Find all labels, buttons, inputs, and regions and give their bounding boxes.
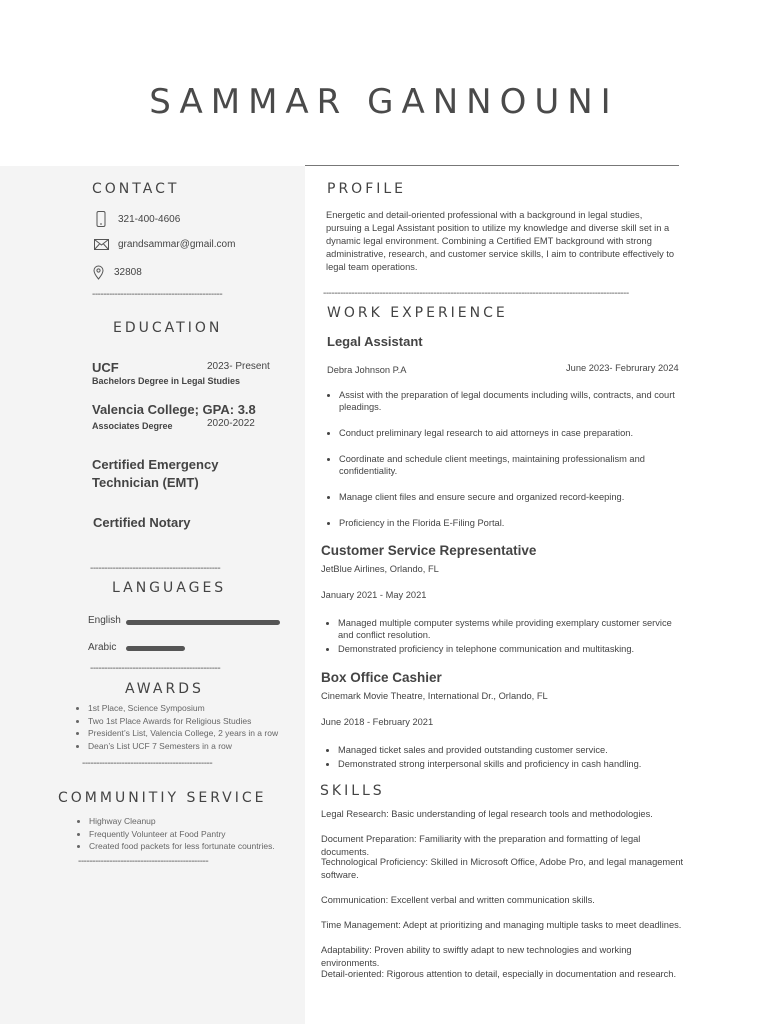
awards-heading: AWARDS — [125, 681, 204, 697]
list-item: • Managed ticket sales and provided outstanding customer service. — [338, 744, 676, 756]
job-title: Customer Service Representative — [321, 543, 537, 558]
profile-heading: PROFILE — [327, 181, 407, 197]
certification-notary: Certified Notary — [93, 515, 191, 530]
education-school: UCF — [92, 360, 119, 375]
community-service-list — [77, 815, 297, 853]
list-item: • Dean’s List UCF 7 Semesters in a row — [88, 740, 296, 753]
list-item: • Managed multiple computer systems while providing exemplary customer service and conflict resolution. — [338, 617, 676, 641]
skills-heading: SKILLS — [320, 783, 385, 799]
location-pin-icon — [92, 265, 104, 280]
list-item: • Demonstrated strong interpersonal skills and proficiency in cash handling. — [338, 758, 676, 770]
profile-text: Energetic and detail-oriented professional with a background in legal studies, pursuing a Legal Assistant position to utilize my knowledge and diverse skill set in a dynamic legal environment. Combining a Certified EMT background with strong administrative, research, and customer service skills, I aim to contribute effectively to legal team operations. — [326, 210, 675, 272]
job-title: Box Office Cashier — [321, 670, 442, 685]
list-item: • President’s List, Valencia College, 2 years in a row — [88, 727, 296, 740]
job-bullets — [326, 617, 676, 657]
language-level-bar — [126, 646, 185, 651]
job-bullets — [326, 744, 676, 772]
header-divider — [305, 165, 679, 166]
skill-item: Communication: Excellent verbal and written communication skills. — [321, 895, 595, 905]
language-level-bar — [126, 620, 280, 625]
job-company: Debra Johnson P.A — [327, 365, 407, 375]
list-item: • Assist with the preparation of legal documents including wills, contracts, and court pleadings. — [339, 389, 677, 413]
job-company: Cinemark Movie Theatre, International Dr., Orlando, FL — [321, 691, 548, 701]
list-item: • Coordinate and schedule client meetings, maintaining professionalism and confidentiality. — [339, 453, 677, 477]
education-heading: EDUCATION — [113, 320, 223, 336]
list-item: • Demonstrated proficiency in telephone communication and multitasking. — [338, 643, 676, 655]
contact-heading: CONTACT — [92, 181, 180, 197]
job-dates: June 2018 - February 2021 — [321, 717, 434, 727]
contact-zip: 32808 — [114, 267, 142, 278]
education-degree: Bachelors Degree in Legal Studies — [92, 376, 241, 386]
list-item: • Two 1st Place Awards for Religious Studies — [88, 715, 296, 728]
divider: ---------------------------------------------- — [90, 563, 221, 574]
divider: ---------------------------------------------- — [82, 758, 213, 769]
list-item: • Created food packets for less fortunate countries. — [89, 840, 297, 853]
contact-phone: 321-400-4606 — [118, 213, 181, 225]
certification-emt-line2: Technician (EMT) — [92, 475, 199, 490]
skill-item: Adaptability: Proven ability to swiftly adapt to new technologies and working environments. — [321, 945, 632, 968]
list-item: • Manage client files and ensure secure and organized record-keeping. — [339, 491, 677, 503]
education-date: 2020-2022 — [207, 418, 255, 429]
language-name: English — [88, 615, 121, 626]
certification-emt-line1: Certified Emergency — [92, 457, 219, 472]
contact-email-row — [92, 239, 235, 250]
languages-heading: LANGUAGES — [112, 580, 227, 596]
work-experience-heading: WORK EXPERIENCE — [327, 305, 508, 321]
list-item: • Frequently Volunteer at Food Pantry — [89, 828, 297, 841]
list-item: • 1st Place, Science Symposium — [88, 702, 296, 715]
job-dates: January 2021 - May 2021 — [321, 590, 427, 600]
skill-item: Legal Research: Basic understanding of legal research tools and methodologies. — [321, 809, 653, 819]
skill-item: Document Preparation: Familiarity with the preparation and formatting of legal documents. — [321, 834, 641, 857]
contact-email: grandsammar@gmail.com — [118, 239, 236, 250]
job-company: JetBlue Airlines, Orlando, FL — [321, 564, 439, 574]
resume-name: SAMMAR GANNOUNI — [149, 82, 619, 122]
skill-item: Detail-oriented: Rigorous attention to detail, especially in documentation and research. — [321, 969, 677, 979]
divider: ---------------------------------------------- — [78, 856, 209, 867]
education-school: Valencia College; GPA: 3.8 — [92, 402, 256, 417]
skill-item: Time Management: Adept at prioritizing and managing multiple tasks to meet deadlines. — [321, 920, 682, 930]
mail-icon — [92, 239, 110, 250]
community-service-heading: COMMUNITIY SERVICE — [58, 790, 267, 806]
language-name: Arabic — [88, 642, 117, 653]
list-item: • Conduct preliminary legal research to aid attorneys in case preparation. — [339, 427, 677, 439]
contact-zip-row — [92, 265, 142, 280]
list-item: • Proficiency in the Florida E-Filing Portal. — [339, 517, 677, 529]
education-date: 2023- Present — [207, 361, 270, 372]
divider: ---------------------------------------------- — [92, 289, 223, 300]
job-dates: June 2023- Februrary 2024 — [566, 363, 679, 373]
divider: ------------------------------------------------------------------------------------------------------------ — [323, 288, 629, 299]
job-title: Legal Assistant — [327, 334, 423, 349]
phone-icon — [92, 211, 110, 227]
contact-phone-row — [92, 211, 180, 227]
list-item: • Highway Cleanup — [89, 815, 297, 828]
job-bullets — [327, 389, 677, 543]
divider: ---------------------------------------------- — [90, 663, 221, 674]
education-degree: Associates Degree — [92, 421, 173, 431]
awards-list — [76, 702, 296, 752]
skill-item: Technological Proficiency: Skilled in Microsoft Office, Adobe Pro, and legal management software. — [321, 857, 684, 880]
